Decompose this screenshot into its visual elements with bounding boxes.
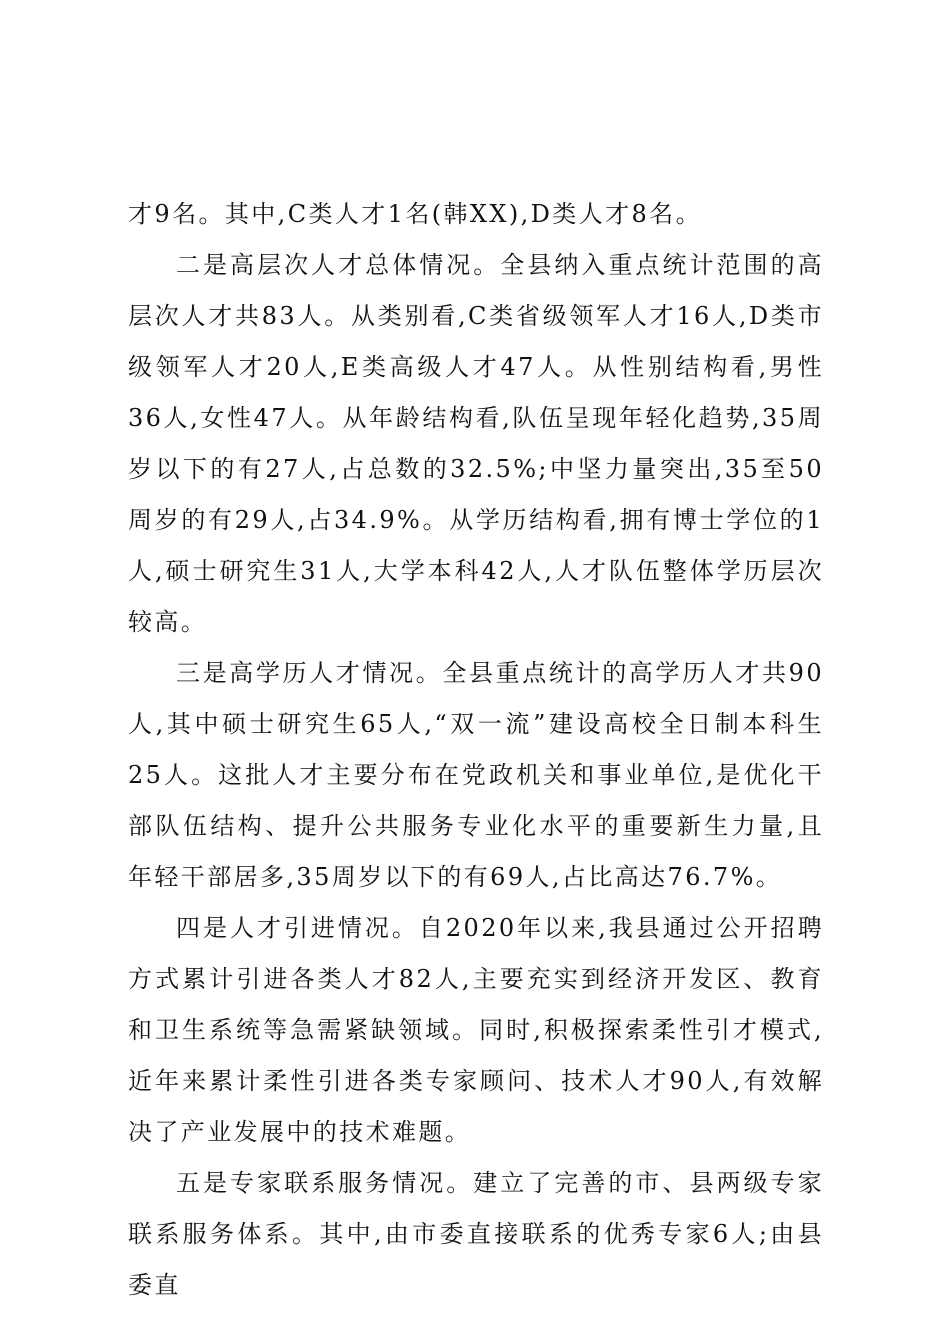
paragraph-high-level-talent: 二是高层次人才总体情况。全县纳入重点统计范围的高层次人才共83人。从类别看,C类省级领军人才16人,D类市级领军人才20人,E类高级人才47人。从性别结构看,男性36人,女性47人。从年龄结构看,队伍呈现年轻化趋势,35周岁以下的有27人,占总数的32.5%;中坚力量突出,35至50周岁的有29人,占34.9%。从学历结构看,拥有博士学位的1人,硕士研究生31人,大学本科42人,人才队伍整体学历层次较高。 bbox=[128, 251, 824, 636]
paragraph-continuation: 才9名。其中,C类人才1名(韩XX),D类人才8名。 bbox=[128, 200, 702, 228]
paragraph-high-education-talent: 三是高学历人才情况。全县重点统计的高学历人才共90人,其中硕士研究生65人,“双一流”建设高校全日制本科生25人。这批人才主要分布在党政机关和事业单位,是优化干部队伍结构、提升公共服务专业化水平的重要新生力量,且年轻干部居多,35周岁以下的有69人,占比高达76.7%。 bbox=[128, 659, 824, 891]
paragraph-talent-introduction: 四是人才引进情况。自2020年以来,我县通过公开招聘方式累计引进各类人才82人,主要充实到经济开发区、教育和卫生系统等急需紧缺领域。同时,积极探索柔性引才模式,近年来累计柔性引进各类专家顾问、技术人才90人,有效解决了产业发展中的技术难题。 bbox=[128, 914, 824, 1146]
document-body bbox=[128, 189, 824, 1311]
paragraph-expert-contact-service: 五是专家联系服务情况。建立了完善的市、县两级专家联系服务体系。其中,由市委直接联系的优秀专家6人;由县委直 bbox=[128, 1169, 824, 1299]
